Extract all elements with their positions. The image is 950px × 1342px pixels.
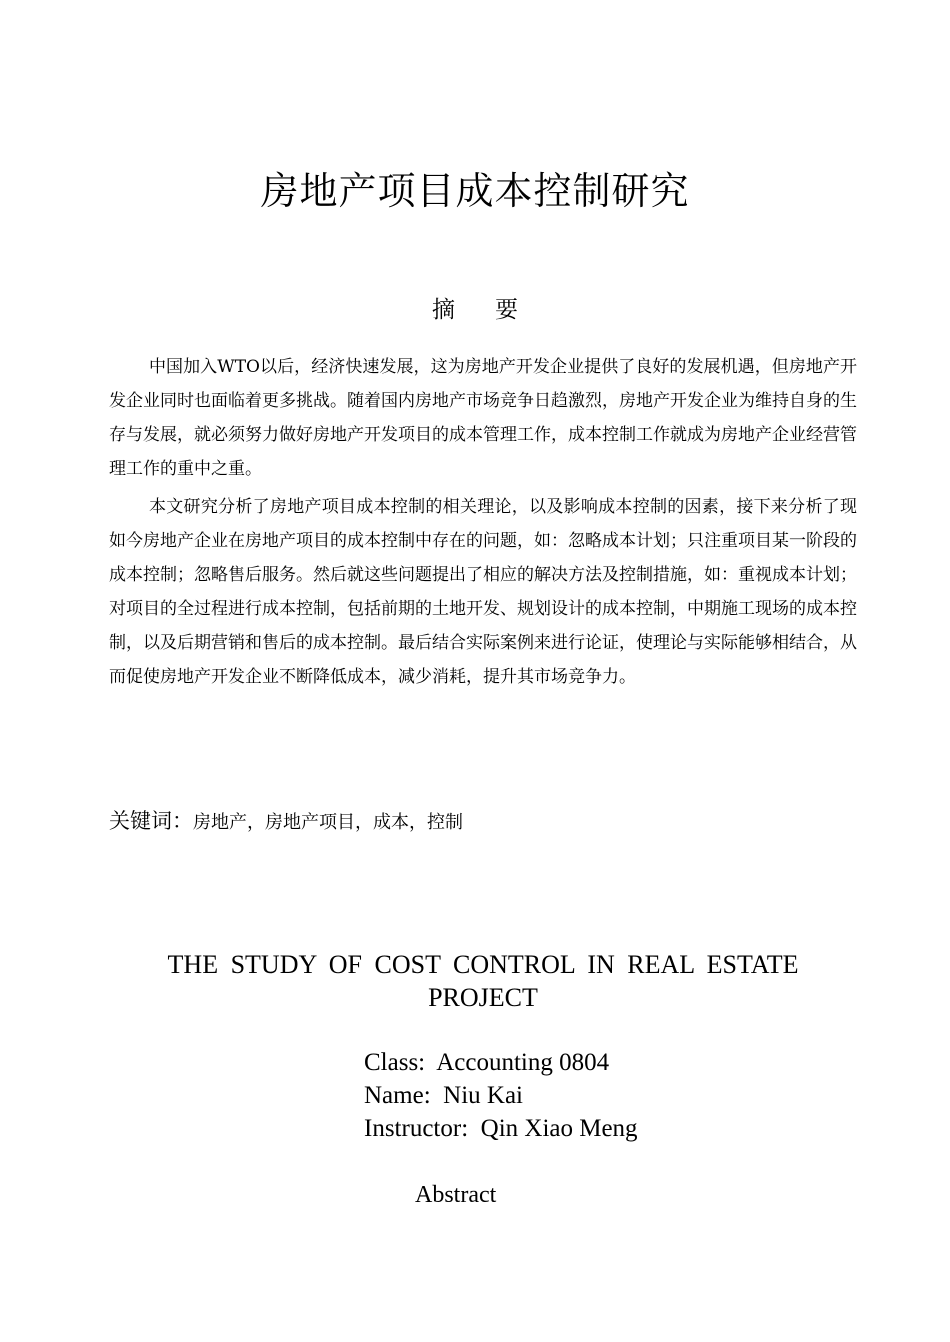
abstract-heading-char-1: 摘 <box>432 297 455 323</box>
abstract-paragraph-2: 本文研究分析了房地产项目成本控制的相关理论，以及影响成本控制的因素，接下来分析了现如今房地产企业在房地产项目的成本控制中存在的问题，如：忽略成本计划；只注重项目某一阶段的成本控制；忽略售后服务。然后就这些问题提出了相应的解决方法及控制措施，如：重视成本计划；对项目的全过程进行成本控制，包括前期的土地开发、规划设计的成本控制，中期施工现场的成本控制，以及后期营销和售后的成本控制。最后结合实际案例来进行论证，使理论与实际能够相结合，从而促使房地产开发企业不断降低成本，减少消耗，提升其市场竞争力。 <box>109 497 857 687</box>
keywords-value: 房地产，房地产项目，成本，控制 <box>193 812 463 833</box>
author-class: Class: Accounting 0804 <box>364 1049 610 1076</box>
author-name: Name: Niu Kai <box>364 1082 523 1109</box>
keywords-line <box>109 803 463 841</box>
author-instructor: Instructor: Qin Xiao Meng <box>364 1115 638 1142</box>
english-abstract-heading: Abstract <box>415 1182 497 1208</box>
abstract-heading-char-2: 要 <box>495 297 518 323</box>
english-title: THE STUDY OF COST CONTROL IN REAL ESTATE PROJECT <box>167 950 799 1012</box>
abstract-paragraph-1: 中国加入WTO以后，经济快速发展，这为房地产开发企业提供了良好的发展机遇，但房地产开发企业同时也面临着更多挑战。随着国内房地产市场竞争日趋激烈，房地产开发企业为维持自身的生存与发展，就必须努力做好房地产开发项目的成本管理工作，成本控制工作就成为房地产企业经营管理工作的重中之重。 <box>109 357 857 479</box>
chinese-abstract-heading <box>0 294 950 326</box>
keywords-label: 关键词： <box>109 809 193 833</box>
chinese-title: 房地产项目成本控制研究 <box>260 169 690 213</box>
